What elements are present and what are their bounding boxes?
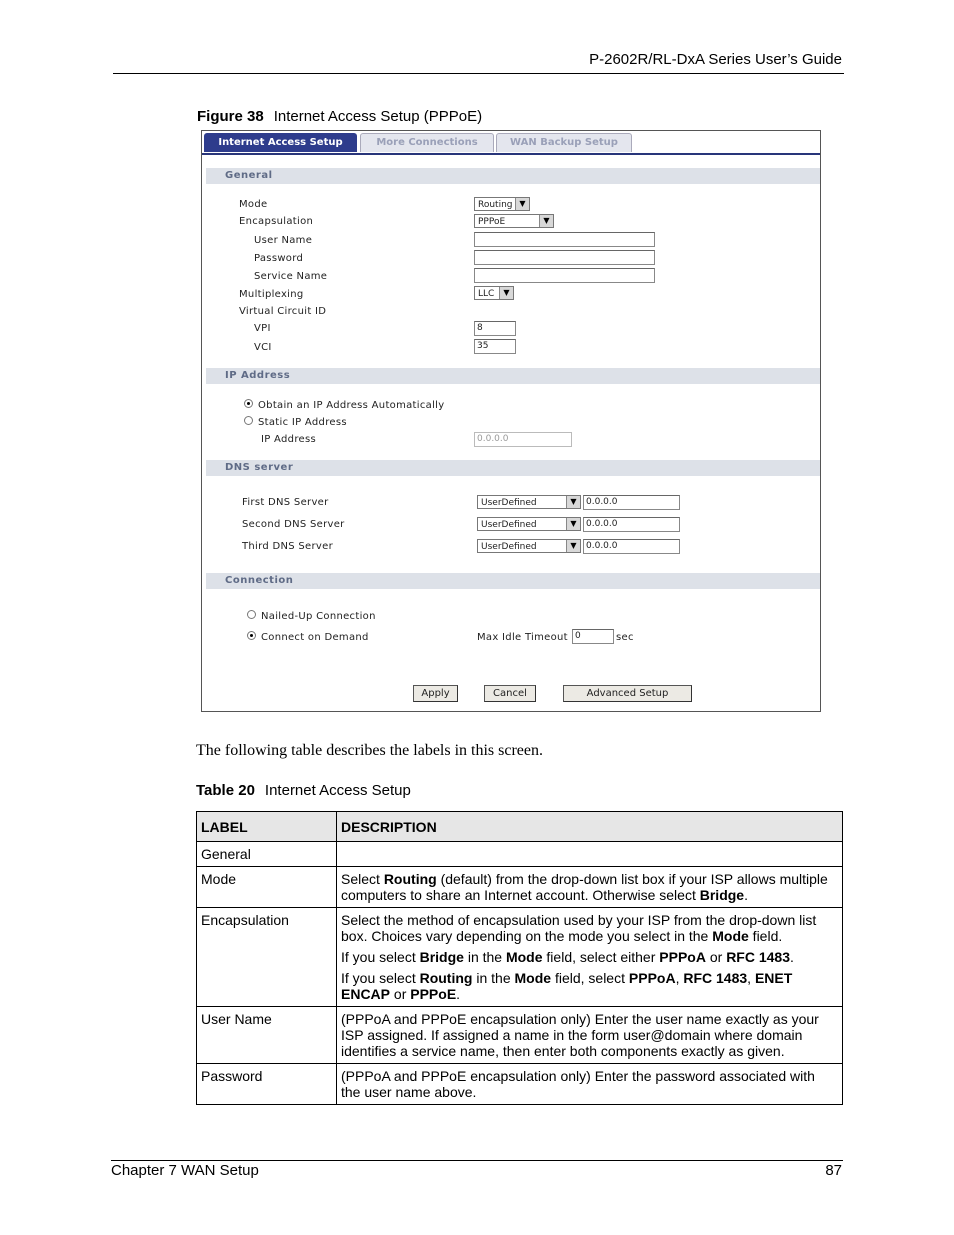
table-row	[197, 1064, 843, 1105]
chevron-down-icon: ▼	[539, 215, 553, 227]
footer-chapter: Chapter 7 WAN Setup	[111, 1162, 259, 1179]
mode-label: Mode	[239, 199, 268, 210]
table-header-row	[197, 812, 843, 842]
service-name-label: Service Name	[254, 271, 328, 282]
table-row	[197, 842, 843, 867]
description-paragraph: (PPPoA and PPPoE encapsulation only) Enter the password associated with the user name above.	[341, 1068, 815, 1100]
cancel-button[interactable]: Cancel	[484, 685, 536, 702]
header-rule	[113, 73, 844, 74]
chevron-down-icon: ▼	[499, 287, 513, 299]
second-dns-mode-select[interactable]	[477, 517, 581, 531]
connect-on-demand-label: Connect on Demand	[261, 632, 369, 643]
description-paragraph: Select the method of encapsulation used by your ISP from the drop-down list box. Choices vary depending on the mode you select in the Mode field.	[341, 912, 817, 944]
multiplexing-select[interactable]	[474, 286, 514, 300]
mode-value: Routing	[478, 200, 513, 210]
footer-page-number: 87	[825, 1162, 842, 1179]
third-dns-mode-select[interactable]	[477, 539, 581, 553]
vci-field[interactable]: 35	[474, 339, 516, 354]
section-dns-server: DNS server	[206, 460, 820, 476]
section-general: General	[206, 168, 820, 184]
first-dns-field[interactable]: 0.0.0.0	[583, 495, 680, 510]
apply-button[interactable]: Apply	[413, 685, 458, 702]
header-description: DESCRIPTION	[337, 812, 843, 842]
second-dns-label: Second DNS Server	[242, 519, 345, 530]
first-dns-mode: UserDefined	[481, 498, 537, 508]
virtual-circuit-id-label: Virtual Circuit ID	[239, 306, 327, 317]
obtain-automatically-radio[interactable]	[244, 399, 253, 408]
row-description	[337, 1007, 843, 1064]
second-dns-field[interactable]: 0.0.0.0	[583, 517, 680, 532]
screenshot-frame	[201, 130, 821, 712]
max-idle-timeout-label: Max Idle Timeout	[477, 632, 568, 643]
encapsulation-label: Encapsulation	[239, 216, 314, 227]
description-paragraph: If you select Routing in the Mode field, select PPPoA, RFC 1483, ENET ENCAP or PPPoE.	[341, 970, 793, 1002]
chevron-down-icon: ▼	[566, 518, 580, 530]
footer-rule	[111, 1160, 843, 1161]
nailed-up-label: Nailed-Up Connection	[261, 611, 376, 622]
user-name-field[interactable]	[474, 232, 655, 247]
section-ip-address: IP Address	[206, 368, 820, 384]
obtain-automatically-label: Obtain an IP Address Automatically	[258, 400, 445, 411]
table-row	[197, 908, 843, 1007]
table-title: Internet Access Setup	[264, 782, 411, 799]
advanced-setup-button[interactable]: Advanced Setup	[563, 685, 692, 702]
tab-wan-backup-setup[interactable]: WAN Backup Setup	[496, 133, 632, 152]
intro-paragraph: The following table describes the labels in this screen.	[196, 742, 544, 759]
multiplexing-label: Multiplexing	[239, 289, 304, 300]
static-ip-radio[interactable]	[244, 416, 253, 425]
vpi-field[interactable]: 8	[474, 321, 516, 336]
chevron-down-icon: ▼	[566, 540, 580, 552]
multiplexing-value: LLC	[478, 289, 495, 299]
password-field[interactable]	[474, 250, 655, 265]
mode-select[interactable]	[474, 197, 530, 211]
tab-bar	[202, 131, 820, 155]
figure-label: Figure 38	[197, 108, 264, 125]
chevron-down-icon: ▼	[515, 198, 529, 210]
ip-address-field[interactable]: 0.0.0.0	[474, 432, 572, 447]
static-ip-label: Static IP Address	[258, 417, 347, 428]
third-dns-mode: UserDefined	[481, 542, 537, 552]
row-description	[337, 842, 843, 867]
description-paragraph: Select Routing (default) from the drop-down list box if your ISP allows multiple computers to share an Internet account. Otherwise select Bridge.	[341, 871, 828, 903]
table-label: Table 20	[196, 782, 255, 799]
header-label: LABEL	[197, 812, 337, 842]
running-header: P-2602R/RL-DxA Series User’s Guide	[589, 51, 842, 68]
third-dns-label: Third DNS Server	[242, 541, 333, 552]
row-description	[337, 1064, 843, 1105]
description-paragraph: If you select Bridge in the Mode field, select either PPPoA or RFC 1483.	[341, 949, 794, 965]
row-label: Encapsulation	[197, 908, 337, 1007]
user-name-label: User Name	[254, 235, 313, 246]
vpi-label: VPI	[254, 323, 271, 334]
connect-on-demand-radio[interactable]	[247, 631, 256, 640]
service-name-field[interactable]	[474, 268, 655, 283]
tab-internet-access-setup[interactable]: Internet Access Setup	[204, 133, 357, 152]
password-label: Password	[254, 253, 304, 264]
second-dns-mode: UserDefined	[481, 520, 537, 530]
section-connection: Connection	[206, 573, 820, 589]
table-caption	[196, 782, 411, 799]
figure-caption	[197, 108, 482, 125]
row-label: User Name	[197, 1007, 337, 1064]
row-description	[337, 867, 843, 908]
first-dns-mode-select[interactable]	[477, 495, 581, 509]
max-idle-timeout-field[interactable]: 0	[572, 629, 614, 644]
chevron-down-icon: ▼	[566, 496, 580, 508]
timeout-unit-label: sec	[616, 632, 634, 643]
row-description	[337, 908, 843, 1007]
nailed-up-radio[interactable]	[247, 610, 256, 619]
description-table	[196, 811, 843, 1105]
row-label: General	[197, 842, 337, 867]
encapsulation-select[interactable]	[474, 214, 554, 228]
ip-address-label: IP Address	[261, 434, 316, 445]
table-row	[197, 1007, 843, 1064]
first-dns-label: First DNS Server	[242, 497, 329, 508]
encapsulation-value: PPPoE	[478, 217, 506, 227]
tab-more-connections[interactable]: More Connections	[360, 133, 494, 152]
third-dns-field[interactable]: 0.0.0.0	[583, 539, 680, 554]
row-label: Mode	[197, 867, 337, 908]
vci-label: VCI	[254, 342, 272, 353]
row-label: Password	[197, 1064, 337, 1105]
table-row	[197, 867, 843, 908]
figure-title: Internet Access Setup (PPPoE)	[273, 108, 483, 125]
description-paragraph: (PPPoA and PPPoE encapsulation only) Enter the user name exactly as your ISP assigned. If assigned a name in the form user@domain where domain identifies a service name, then enter both components exactly as given.	[341, 1011, 819, 1059]
